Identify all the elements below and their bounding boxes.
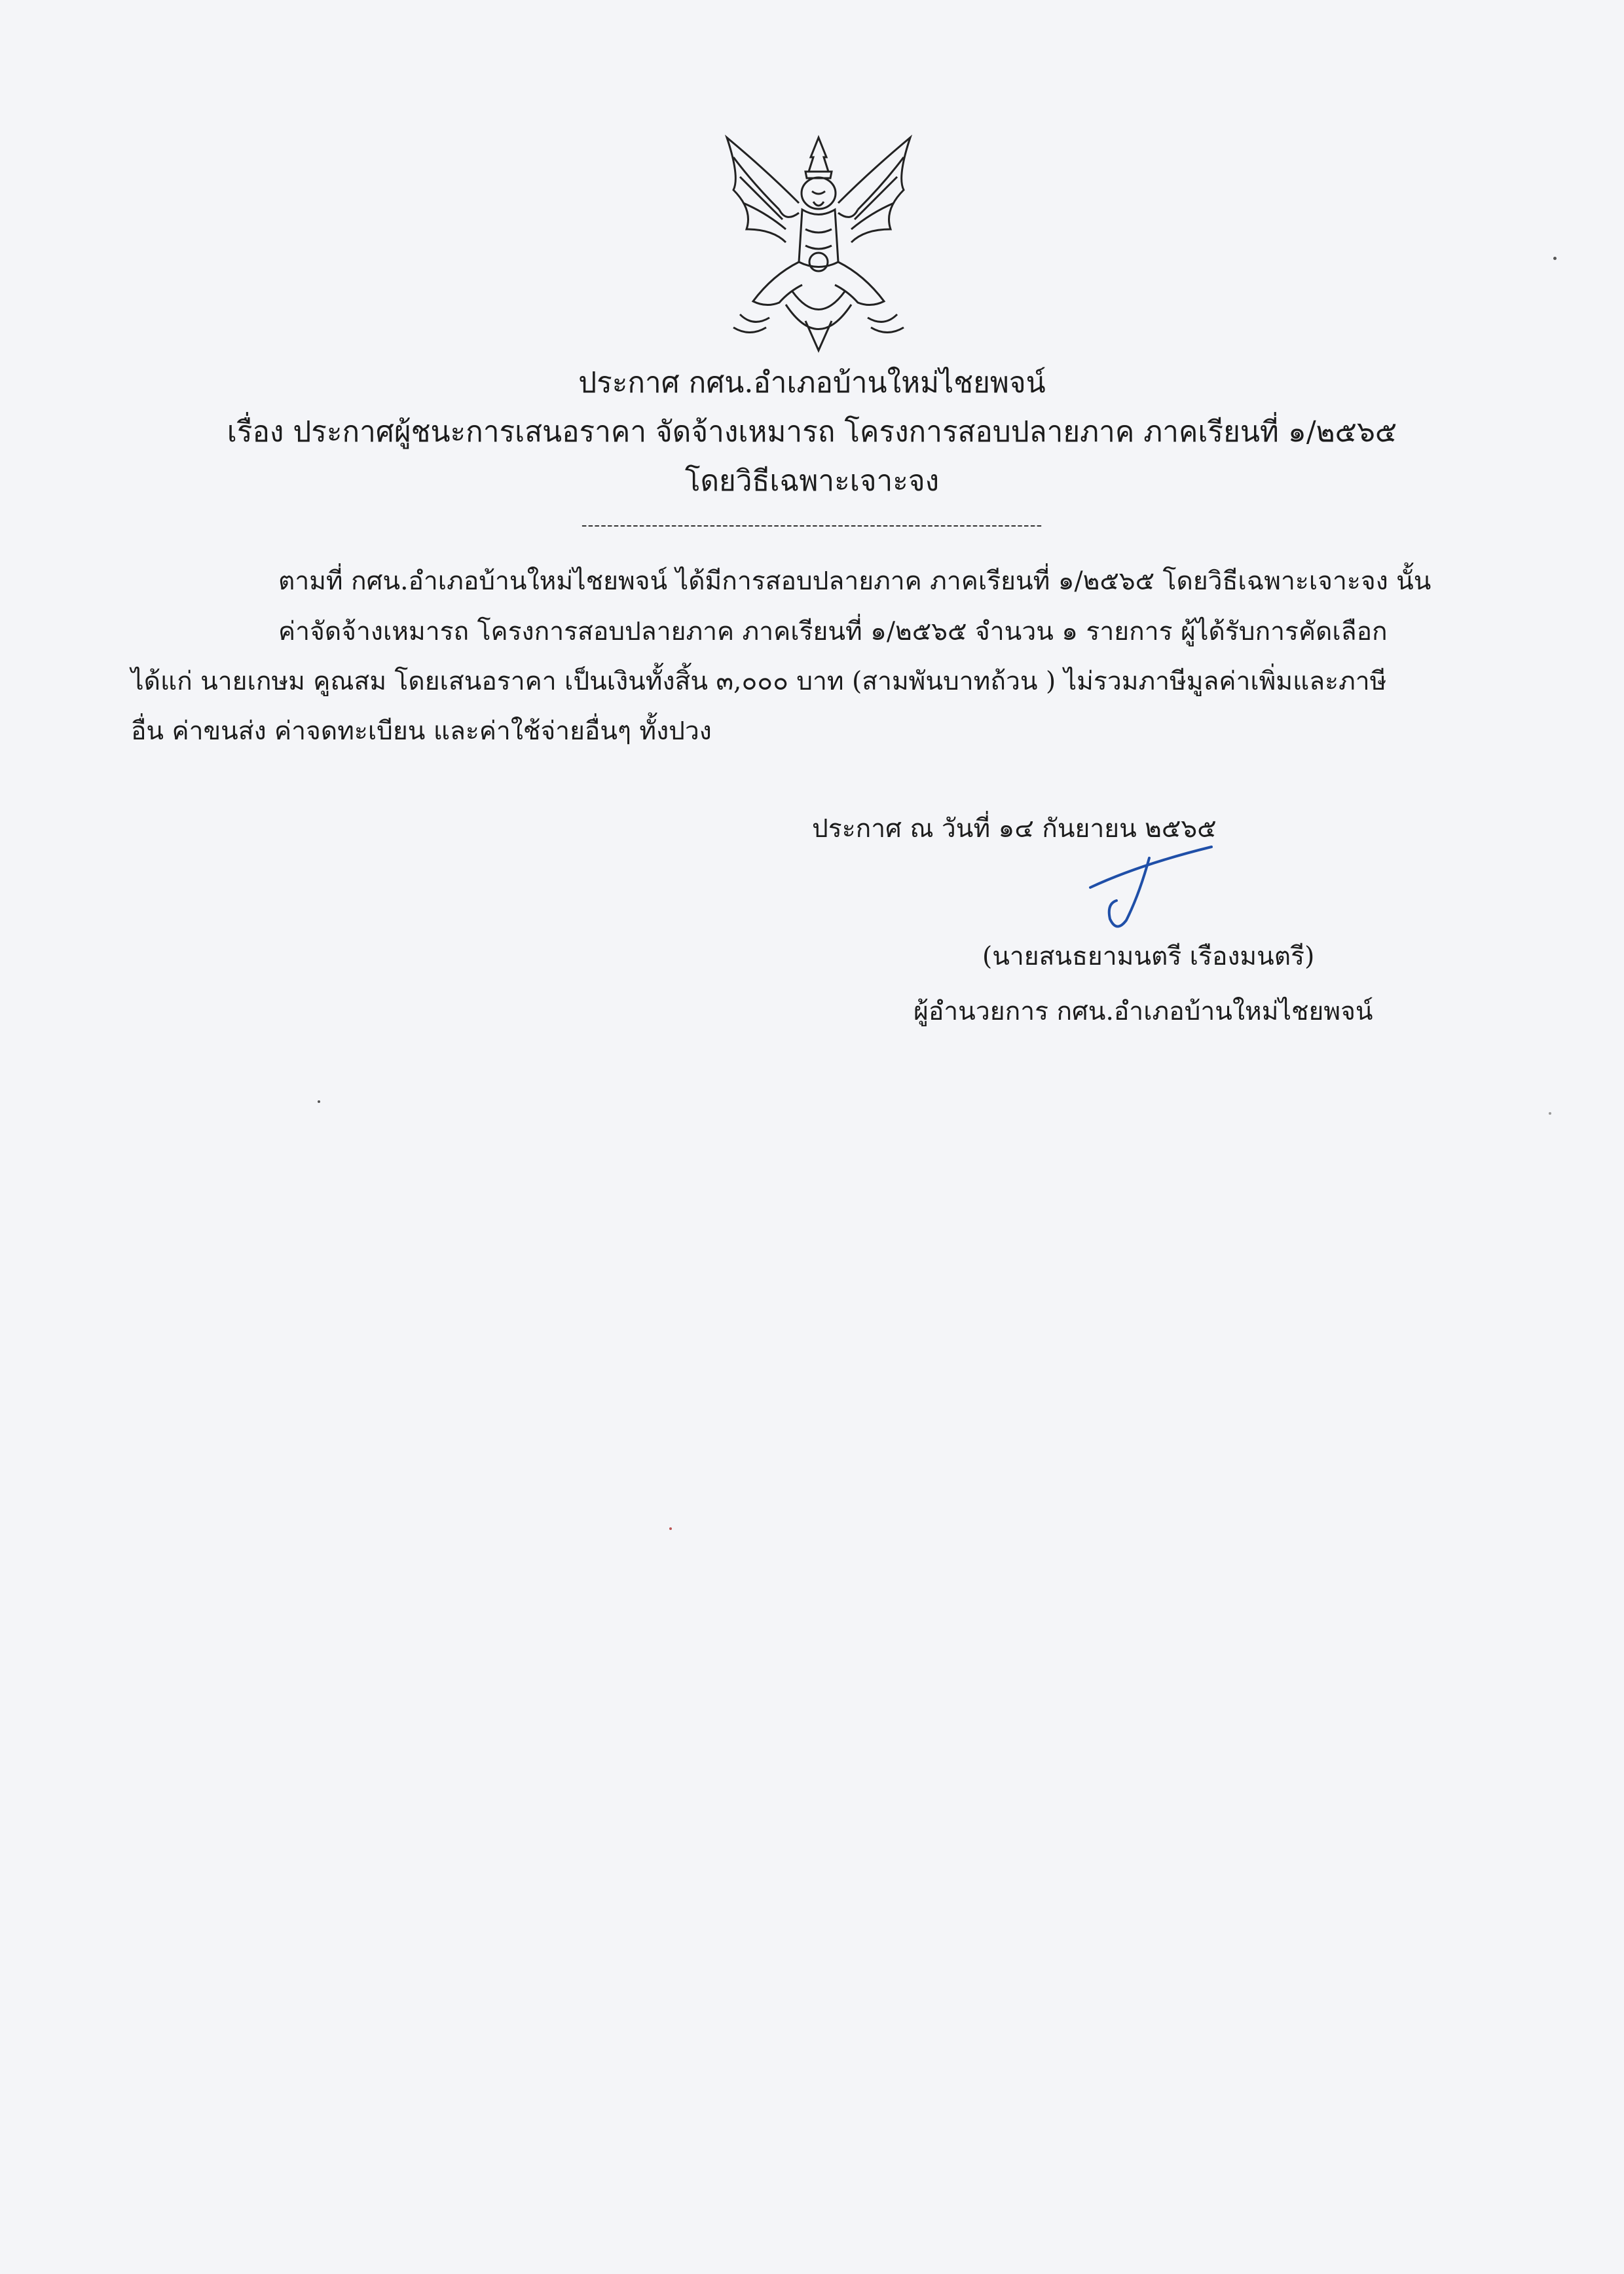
- announcement-date: ประกาศ ณ วันที่ ๑๔ กันยายน ๒๕๖๕: [812, 814, 1217, 844]
- paper-speck: [1549, 1112, 1551, 1115]
- garuda-emblem-icon: [714, 131, 923, 360]
- signer-name: (นายสนธยามนตรี เรืองมนตรี): [982, 942, 1315, 971]
- paper-speck: [1553, 257, 1557, 260]
- body-line-4: อื่น ค่าขนส่ง ค่าจดทะเบียน และค่าใช้จ่ายอื่นๆ ทั้งปวง: [131, 717, 712, 746]
- body-line-3: ได้แก่ นายเกษม คูณสม โดยเสนอราคา เป็นเงินทั้งสิ้น ๓,๐๐๐ บาท (สามพันบาทถ้วน ) ไม่รวมภาษีมูลค่าเพิ่มและภาษี: [131, 667, 1387, 696]
- signature-mark: [1080, 842, 1225, 940]
- body-line-2: ค่าจัดจ้างเหมารถ โครงการสอบปลายภาค ภาคเรียนที่ ๑/๒๕๖๕ จำนวน ๑ รายการ ผู้ได้รับการคัดเลือก: [278, 617, 1388, 646]
- paper-speck: [318, 1100, 320, 1103]
- signer-position: ผู้อำนวยการ กศน.อำเภอบ้านใหม่ไชยพจน์: [913, 997, 1373, 1026]
- announcement-method: โดยวิธีเฉพาะเจาะจง: [684, 464, 940, 498]
- announcement-title: ประกาศ กศน.อำเภอบ้านใหม่ไชยพจน์: [578, 366, 1046, 400]
- body-line-1: ตามที่ กศน.อำเภอบ้านใหม่ไชยพจน์ ได้มีการสอบปลายภาค ภาคเรียนที่ ๑/๒๕๖๕ โดยวิธีเฉพาะเจาะจง นั้น: [278, 567, 1431, 596]
- divider-line: ------------------------------------------------------------------------: [581, 515, 1043, 535]
- announcement-subject: เรื่อง ประกาศผู้ชนะการเสนอราคา จัดจ้างเหมารถ โครงการสอบปลายภาค ภาคเรียนที่ ๑/๒๕๖๕: [227, 415, 1397, 449]
- paper-speck: [669, 1527, 672, 1530]
